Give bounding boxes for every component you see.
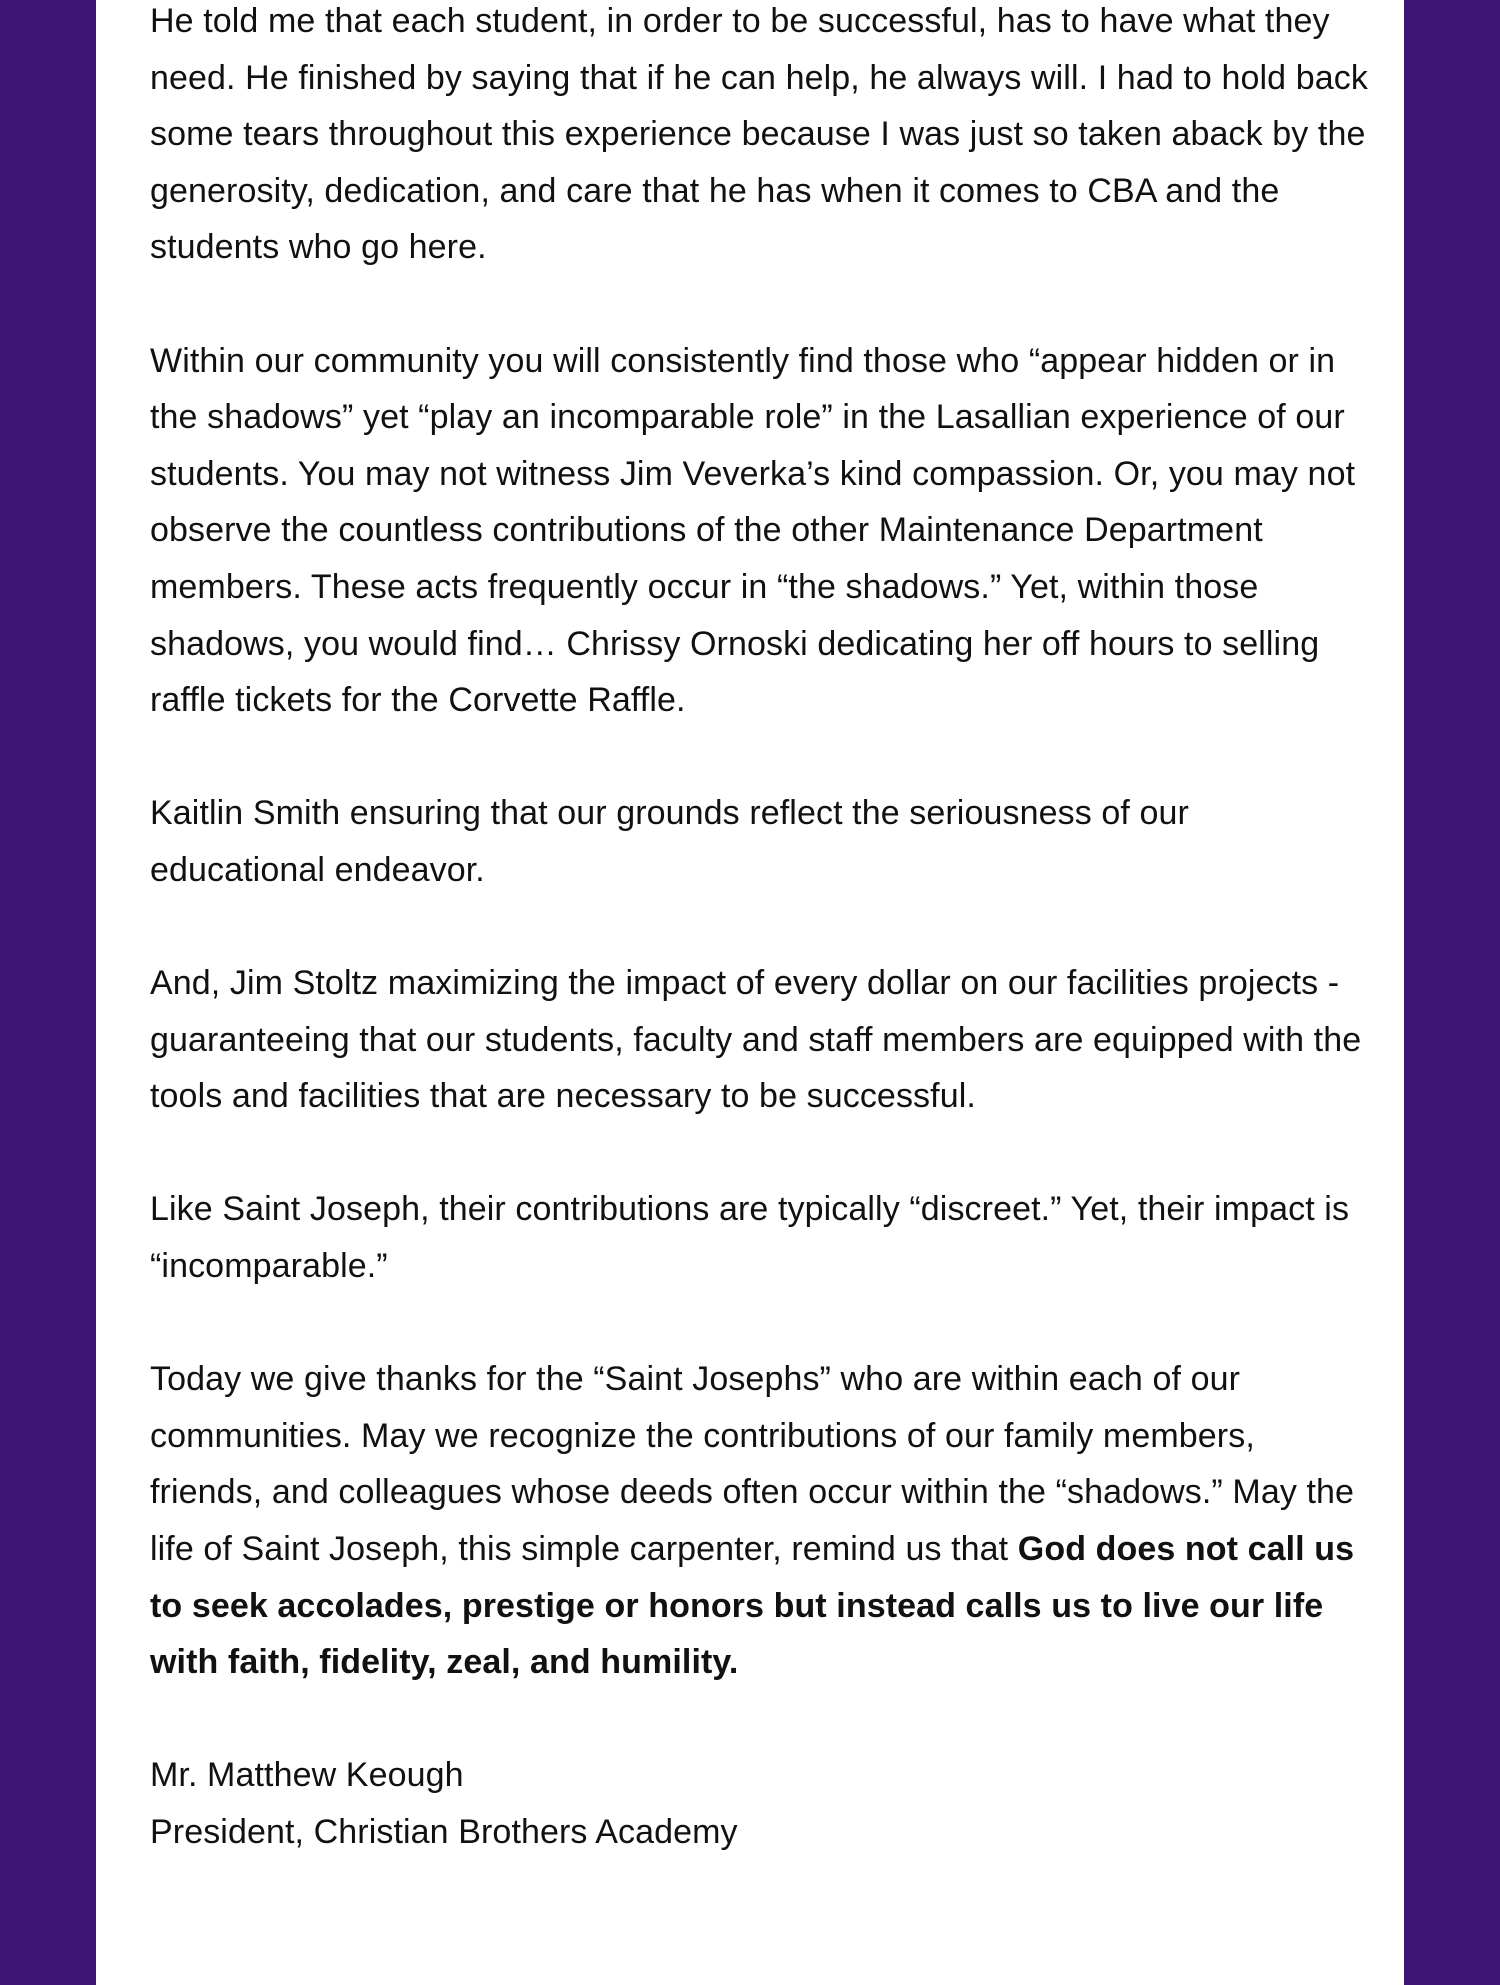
- paragraph-thanks: [150, 1351, 1370, 1691]
- thanks-text: Today we give thanks for the “Saint Josephs” who are within each of our communities. May we recognize the contributions of our family members, friends, and colleagues whose deeds often occur within the “shadows.” May the life of Saint Joseph, this simple carpenter, remind us that: [150, 1360, 1355, 1569]
- paragraph-jim-stoltz: And, Jim Stoltz maximizing the impact of every dollar on our facilities projects - guaranteeing that our students, faculty and staff members are equipped with the tools and facilities that are necessary to be successful.: [150, 964, 1362, 1116]
- letter-page: [96, 0, 1404, 1985]
- paragraph-shadows: Within our community you will consistently find those who “appear hidden or in the shadows” yet “play an incomparable role” in the Lasallian experience of our students. You may not witness Jim Veverka’s kind compassion. Or, you may not observe the countless contributions of the other Maintenance Department members. These acts frequently occur in “the shadows.” Yet, within those shadows, you would find… Chrissy Ornoski dedicating her off hours to selling raffle tickets for the Corvette Raffle.: [150, 341, 1356, 720]
- thanks-emphasis: God does not call us to seek accolades, prestige or honors but instead calls us to live our life with faith, fidelity, zeal, and humility.: [150, 1530, 1355, 1682]
- signature-block: [150, 1747, 1370, 1860]
- paragraph-student-needs: He told me that each student, in order to be successful, has to have what they need. He finished by saying that if he can help, he always will. I had to hold back some tears throughout this experience because I was just so taken aback by the generosity, dedication, and care that he has when it comes to CBA and the students who go here.: [150, 2, 1368, 267]
- signature-name: Mr. Matthew Keough: [150, 1756, 464, 1795]
- signature-title: President, Christian Brothers Academy: [150, 1813, 738, 1851]
- paragraph-saint-joseph: Like Saint Joseph, their contributions are typically “discreet.” Yet, their impact is “incomparable.”: [150, 1190, 1350, 1286]
- paragraph-kaitlin-smith: Kaitlin Smith ensuring that our grounds reflect the seriousness of our educational endeavor.: [150, 794, 1189, 889]
- letter-body: [150, 0, 1370, 1861]
